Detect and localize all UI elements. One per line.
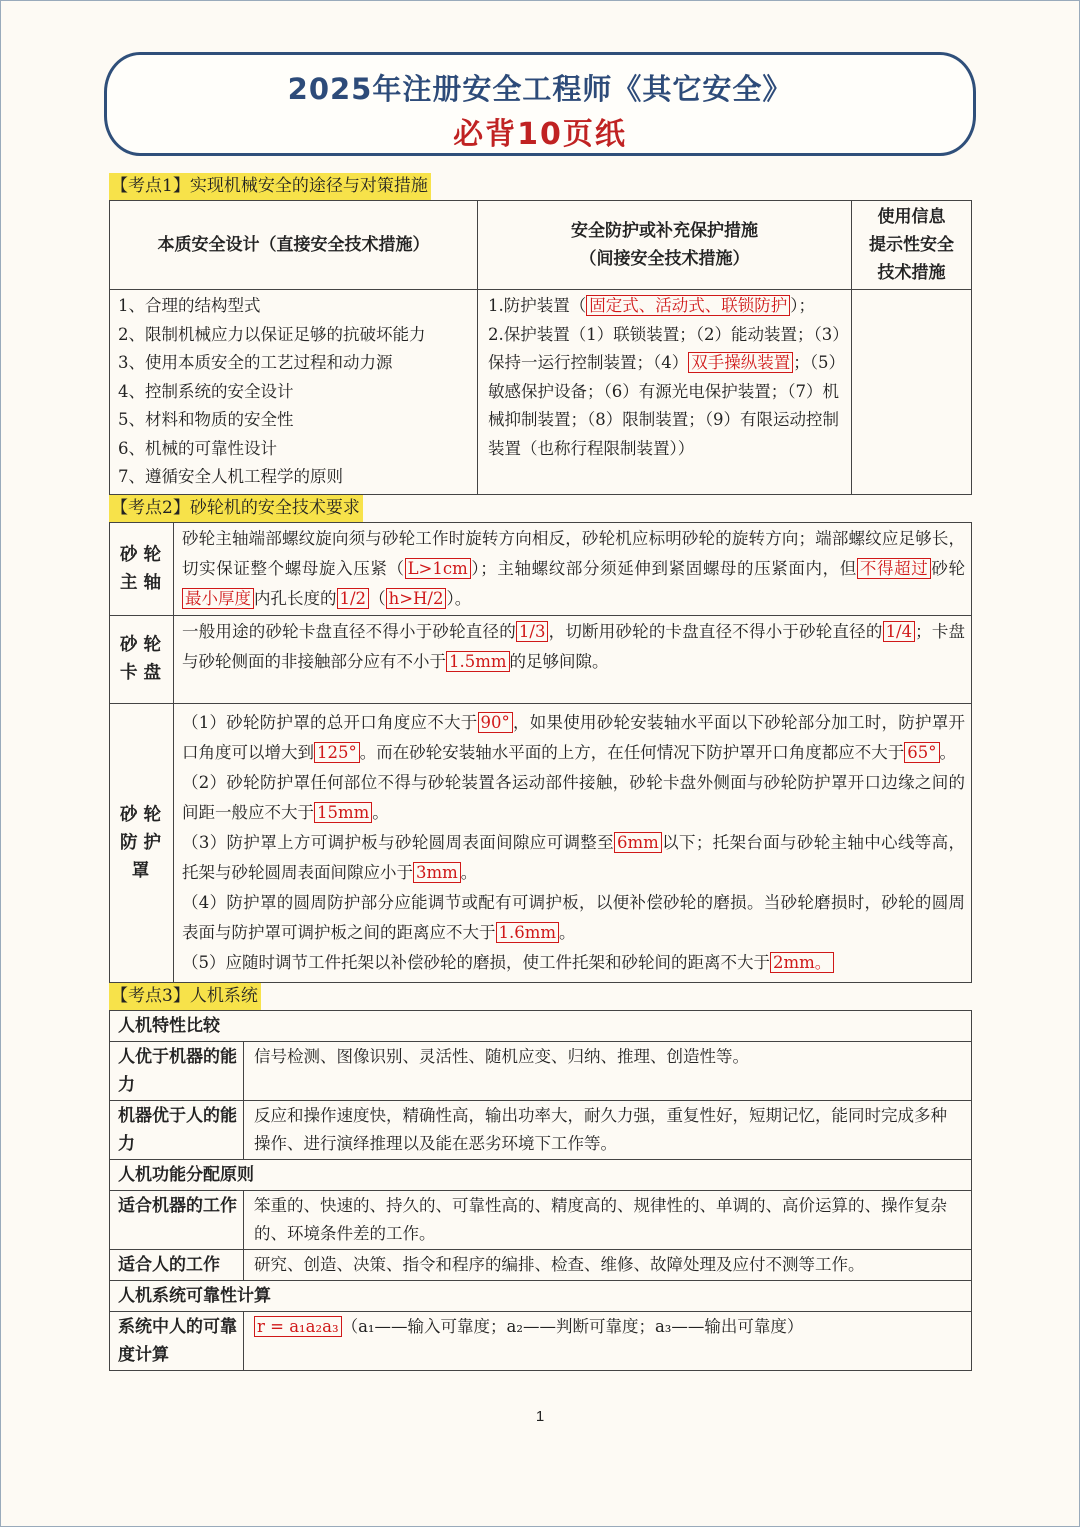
row-label: 适合人的工作 xyxy=(110,1249,244,1280)
list-item: 4、控制系统的安全设计 xyxy=(118,381,294,401)
header-line: 安全防护或补充保护措施 xyxy=(571,221,758,241)
grinder-safety-table xyxy=(109,522,972,983)
header-usage-info xyxy=(852,201,972,290)
guard-item: （4）防护罩的圆周防护部分应能调节或配有可调护板，以便补偿砂轮的磨损。当砂轮磨损时，砂轮的圆周表面与防护罩可调护板之间的距离应不大于 1.6mm 。 xyxy=(182,892,965,942)
highlight: 1/4 xyxy=(883,621,916,642)
row-label: 砂轮主轴 xyxy=(110,522,174,615)
highlight: h>H/2 xyxy=(386,588,447,609)
table-row xyxy=(110,615,972,703)
highlight: 125° xyxy=(314,742,360,763)
reliability-formula: r = a₁a₂a₃ xyxy=(254,1316,342,1337)
page-number: 1 xyxy=(535,1408,545,1425)
mechanical-safety-table xyxy=(109,200,972,495)
row-text: 信号检测、图像识别、灵活性、随机应变、归纳、推理、创造性等。 xyxy=(244,1041,972,1100)
highlight: 最小厚度 xyxy=(182,588,254,609)
section3-heading: 【考点3】人机系统 xyxy=(109,983,261,1010)
guard-item: （3）防护罩上方可调护板与砂轮圆周表面间隙应可调整至 6mm 以下；托架台面与砂轮主轴中心线等高，托架与砂轮圆周表面间隙应小于 3mm 。 xyxy=(182,832,966,882)
highlight: 1/3 xyxy=(516,621,549,642)
protection-device-item: 2.保护装置（1）联锁装置；（2）能动装置；（3）保持一运行控制装置；（4） 双手操纵装置 ；（5）敏感保护设备；（6）有源光电保护装置；（7）机械抑制装置；（8）限制装置；（9）有限运动控制装置（也称行程限制装置）） xyxy=(488,324,841,458)
table-row xyxy=(110,1280,972,1311)
row-text: 笨重的、快速的、持久的、可靠性高的、精度高的、规律性的、单调的、高价运算的、操作复杂的、环境条件差的工作。 xyxy=(244,1190,972,1249)
header-line: 使用信息 xyxy=(877,207,946,227)
subheading: 人机系统可靠性计算 xyxy=(110,1280,972,1311)
table-row xyxy=(110,522,972,615)
human-machine-table xyxy=(109,1010,972,1371)
list-item: 6、机械的可靠性设计 xyxy=(118,438,277,458)
highlight: 6mm xyxy=(614,832,662,853)
highlight: 双手操纵装置 xyxy=(688,352,793,373)
highlight: 15mm xyxy=(314,802,372,823)
header-protective-measures xyxy=(478,201,852,290)
row-label: 系统中人的可靠度计算 xyxy=(110,1311,244,1370)
spindle-requirements: 砂轮主轴端部螺纹旋向须与砂轮工作时旋转方向相反，砂轮机应标明砂轮的旋转方向；端部螺纹应足够长，切实保证整个螺母旋入压紧（ L>1cm ）；主轴螺纹部分须延伸到紧固螺母的压紧面内，但 不得超过 砂轮最小厚度 内孔长度的 1/2 （ h>H/2 ）。 xyxy=(174,522,972,615)
highlight: 固定式、活动式、联锁防护 xyxy=(586,295,790,316)
highlight: 1/2 xyxy=(337,588,370,609)
document-body xyxy=(109,173,971,1371)
guard-item: （1）砂轮防护罩的总开口角度应不大于 90° ，如果使用砂轮安装轴水平面以下砂轮部分加工时，防护罩开口角度可以增大到 125° 。而在砂轮安装轴水平面的上方，在任何情况下防护罩开口角度都应不大于 65° 。 xyxy=(182,712,965,762)
section2-heading: 【考点2】砂轮机的安全技术要求 xyxy=(109,495,363,522)
subheading: 人机功能分配原则 xyxy=(110,1159,972,1190)
list-item: 1、合理的结构型式 xyxy=(118,296,261,315)
section1-heading: 【考点1】实现机械安全的途径与对策措施 xyxy=(109,173,431,200)
guard-item: （5）应随时调节工件托架以补偿砂轮的磨损，使工件托架和砂轮间的距离不大于 2mm。 xyxy=(182,948,965,978)
header-line: （间接安全技术措施） xyxy=(579,249,750,269)
header-line: 技术措施 xyxy=(877,263,946,283)
protective-device-item: 1.防护装置（ 固定式、活动式、联锁防护 ）； xyxy=(488,296,815,315)
guard-item: （2）砂轮防护罩任何部位不得与砂轮装置各运动部件接触，砂轮卡盘外侧面与砂轮防护罩开口边缘之间的间距一般应不大于 15mm 。 xyxy=(182,772,965,822)
row-label: 人优于机器的能力 xyxy=(110,1041,244,1100)
table-header-row xyxy=(110,201,972,290)
table-row xyxy=(110,703,972,982)
row-label: 机器优于人的能力 xyxy=(110,1100,244,1159)
table-row xyxy=(110,1249,972,1280)
row-label: 砂轮卡盘 xyxy=(110,615,174,703)
intrinsic-design-list xyxy=(110,290,478,495)
header-line: 提示性安全 xyxy=(869,235,954,255)
table-row xyxy=(110,1041,972,1100)
highlight: 1.6mm xyxy=(496,922,560,943)
usage-info-cell xyxy=(852,290,972,495)
highlight: 65° xyxy=(904,742,939,763)
table-row xyxy=(110,1100,972,1159)
document-subtitle: 必背10页纸 xyxy=(453,117,627,152)
subheading: 人机特性比较 xyxy=(110,1010,972,1041)
highlight: 2mm。 xyxy=(770,952,834,973)
row-text: 研究、创造、决策、指令和程序的编排、检查、维修、故障处理及应付不测等工作。 xyxy=(244,1249,972,1280)
table-row xyxy=(110,1159,972,1190)
row-label: 适合机器的工作 xyxy=(110,1190,244,1249)
list-item: 7、遵循安全人机工程学的原则 xyxy=(118,467,343,486)
table-row xyxy=(110,290,972,495)
table-row xyxy=(110,1190,972,1249)
list-item: 3、使用本质安全的工艺过程和动力源 xyxy=(118,353,393,372)
table-row xyxy=(110,1311,972,1370)
highlight: 3mm xyxy=(413,862,461,883)
highlight: 不得超过 xyxy=(857,558,931,579)
list-item: 2、限制机械应力以保证足够的抗破坏能力 xyxy=(118,324,426,344)
row-label: 砂轮防护罩 xyxy=(110,703,174,982)
highlight: 1.5mm xyxy=(446,651,510,672)
row-text: 反应和操作速度快，精确性高，输出功率大，耐久力强，重复性好，短期记忆，能同时完成多种操作、进行演绎推理以及能在恶劣环境下工作等。 xyxy=(244,1100,972,1159)
table-row xyxy=(110,1010,972,1041)
header-intrinsic-design: 本质安全设计（直接安全技术措施） xyxy=(110,201,478,290)
row-text: r = a₁a₂a₃ （a₁——输入可靠度；a₂——判断可靠度；a₃——输出可靠度） xyxy=(244,1311,972,1370)
protective-measures-text xyxy=(478,290,852,495)
title-banner xyxy=(104,52,976,156)
guard-requirements xyxy=(174,703,972,982)
document-title: 2025年注册安全工程师《其它安全》 xyxy=(287,72,793,106)
chuck-requirements: 一般用途的砂轮卡盘直径不得小于砂轮直径的 1/3 ，切断用砂轮的卡盘直径不得小于砂轮直径的 1/4 ；卡盘与砂轮侧面的非接触部分应有不小于 1.5mm 的足够间隙。 xyxy=(174,615,972,703)
list-item: 5、材料和物质的安全性 xyxy=(118,410,294,429)
highlight: L>1cm xyxy=(405,558,471,579)
highlight: 90° xyxy=(478,712,513,733)
